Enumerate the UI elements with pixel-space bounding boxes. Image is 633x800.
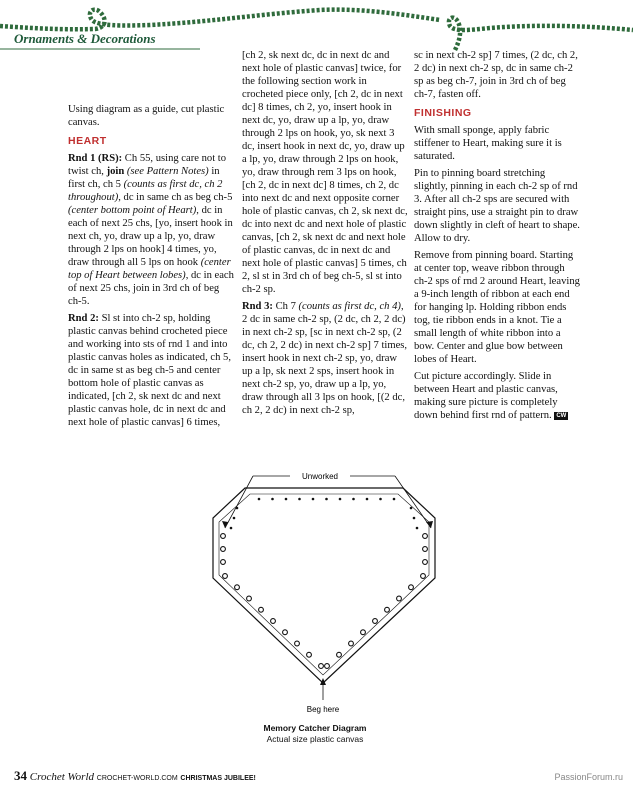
- canvas-hole: [221, 560, 226, 565]
- unworked-bracket: [222, 476, 433, 528]
- canvas-hole: [298, 498, 301, 501]
- canvas-hole: [373, 619, 378, 624]
- diagram-caption: [230, 723, 400, 745]
- canvas-hole: [285, 498, 288, 501]
- canvas-hole: [223, 574, 228, 579]
- diagram-subtitle: Actual size plastic canvas: [266, 734, 364, 744]
- canvas-hole: [235, 585, 240, 590]
- end-mark-icon: CW: [556, 412, 567, 419]
- section-title: Ornaments & Decorations: [14, 31, 156, 46]
- finishing-p1: With small sponge, apply fabric stiffener to Heart, making sure it is saturated.: [414, 125, 562, 162]
- rnd1-text-e: , dc in each of next 25 chs, join in 3rd ch of beg ch-5.: [68, 270, 234, 307]
- canvas-hole: [325, 498, 328, 501]
- canvas-hole: [271, 619, 276, 624]
- heading-heart: HEART: [68, 135, 107, 147]
- canvas-hole: [366, 498, 369, 501]
- canvas-hole: [221, 547, 226, 552]
- memory-catcher-diagram: [195, 468, 455, 718]
- canvas-hole: [325, 664, 330, 669]
- canvas-hole: [423, 560, 428, 565]
- canvas-hole: [230, 527, 233, 530]
- rnd1-text-c: , dc in same ch as beg ch-5: [118, 192, 233, 203]
- canvas-hole: [247, 596, 252, 601]
- rnd1-label: Rnd 1 (RS):: [68, 153, 123, 164]
- rnd3-label: Rnd 3:: [242, 301, 273, 312]
- canvas-hole: [416, 527, 419, 530]
- canvas-hole: [258, 498, 261, 501]
- canvas-hole: [233, 517, 236, 520]
- canvas-hole: [421, 574, 426, 579]
- canvas-hole: [319, 664, 324, 669]
- worked-holes: [221, 534, 428, 669]
- finishing-p4-text: Cut picture accordingly. Slide in between Heart and plastic canvas, making sure picture is completely down behind first rnd of pattern.: [414, 371, 558, 421]
- magazine-url: CROCHET-WORLD.COM: [96, 775, 178, 782]
- unworked-label: Unworked: [301, 472, 339, 481]
- canvas-hole: [379, 498, 382, 501]
- canvas-hole: [423, 534, 428, 539]
- canvas-hole: [423, 547, 428, 552]
- page-footer: [14, 768, 256, 784]
- canvas-hole: [409, 585, 414, 590]
- canvas-hole: [312, 498, 315, 501]
- rnd3-text-a: Ch 7: [272, 301, 299, 312]
- rnd1-join: join: [106, 166, 125, 177]
- rnd1-counts: (counts as first dc, ch 2 throughout): [68, 179, 223, 203]
- canvas-hole: [236, 507, 239, 510]
- rnd1-center: (center bottom point of Heart): [68, 205, 197, 216]
- rnd3-text-b: , 2 dc in same ch-2 sp, (2 dc, ch 2, 2 dc) in next ch-2 sp, [sc in next ch-2 sp, (2 dc, ch 2, 2 dc) in next ch-2 sp] 7 times, insert hook in next ch-2 sp, yo, draw up a lp, sk next 2 sps, insert hook in next ch-2 sp, yo, draw up a lp, yo, draw through all 3 lps on hook, [(2 dc, ch 2, 2 dc) in next ch-2 sp,: [242, 301, 408, 416]
- canvas-hole: [393, 498, 396, 501]
- canvas-hole: [397, 596, 402, 601]
- column-1: [68, 103, 234, 433]
- canvas-hole: [271, 498, 274, 501]
- watermark: PassionForum.ru: [554, 772, 623, 782]
- rnd1-notes: (see Pattern Notes): [124, 166, 209, 177]
- rnd3-counts: (counts as first dc, ch 4): [298, 301, 401, 312]
- rnd3-continued: sc in next ch-2 sp] 7 times, (2 dc, ch 2, 2 dc) in next ch-2 sp, dc in same ch-2 sp as beg ch-7, join in 3rd ch of beg ch-7, fasten off.: [414, 50, 578, 100]
- heading-finishing: FINISHING: [414, 107, 472, 119]
- rnd2-text: Sl st into ch-2 sp, holding plastic canvas behind crocheted piece and working into sts of rnd 1 and into plastic canvas holes as indicated, ch 5, dc in same st as beg ch-5 and center bottom hole of plastic canvas as indicated, [ch 2, sk next dc and next plastic canvas hole, dc in next dc and next hole of plastic canvas] 6 times,: [68, 313, 231, 428]
- rnd2-label: Rnd 2:: [68, 313, 99, 324]
- canvas-hole: [352, 498, 355, 501]
- canvas-hole: [349, 641, 354, 646]
- unworked-holes: [230, 498, 419, 530]
- magazine-name: Crochet World: [29, 771, 95, 783]
- rnd1-top: (center top of Heart between lobes): [68, 257, 231, 281]
- canvas-hole: [361, 630, 366, 635]
- rnd1-paragraph: [68, 152, 234, 308]
- canvas-hole: [221, 534, 226, 539]
- diagram-title: Memory Catcher Diagram: [263, 723, 367, 733]
- finishing-p2: Pin to pinning board stretching slightly, pinning in each ch-2 sp of rnd 3. After all ch-2 sps are secured with straight pins, use a straight pin to draw down slightly in cleft of heart to shape. Allow to dry.: [414, 168, 580, 244]
- finishing-p3: Remove from pinning board. Starting at center top, weave ribbon through ch-2 sps of rnd 2 around Heart, leaving a 9-inch length of ribbon at each end for hanging lp. Holding ribbon ends tog, tie ribbon ends in a knot. Tie a small length of white ribbon into a bow. Center and glue bow between lobes of Heart.: [414, 250, 580, 365]
- canvas-hole: [339, 498, 342, 501]
- canvas-hole: [307, 652, 312, 657]
- canvas-hole: [259, 607, 264, 612]
- canvas-hole: [337, 652, 342, 657]
- page-number: 34: [14, 768, 27, 783]
- rnd3-paragraph: [242, 300, 408, 417]
- rnd1-text-b: in first ch, ch 5: [68, 166, 220, 190]
- canvas-hole: [413, 517, 416, 520]
- canvas-hole: [385, 607, 390, 612]
- rnd2-paragraph: [68, 312, 234, 429]
- finishing-p4: [414, 370, 580, 422]
- beg-label: Beg here: [306, 705, 340, 714]
- column-2: [242, 49, 408, 421]
- canvas-hole: [283, 630, 288, 635]
- intro-text: Using diagram as a guide, cut plastic canvas.: [68, 104, 225, 128]
- rnd1-text-d: , dc in each of next 25 chs, [yo, insert hook in next ch, yo, draw up a lp, yo, draw through 2 lps on hook] 4 times, yo, draw through all 5 lps on hook: [68, 205, 233, 268]
- canvas-hole: [295, 641, 300, 646]
- canvas-hole: [410, 507, 413, 510]
- canvas-outline: [213, 488, 435, 683]
- issue-name: CHRISTMAS JUBILEE!: [180, 775, 256, 782]
- rnd2-continued: [ch 2, sk next dc, dc in next dc and next hole of plastic canvas] twice, for the following section work in crocheted piece only, [ch 2, dc in next dc] 8 times, ch 2, yo, insert hook in next dc, yo, draw up a lp, yo, draw through 2 lps on hook, yo, sk next 3 dc, insert hook in next dc, yo, draw up a lp, yo, draw through 2 lps on hook, yo, draw through rem 3 lps on hook, [ch 2, dc in next dc] 8 times, ch 2, dc into next dc and next opposite corner hole of plastic canvas, ch 2, sk next dc, dc into next dc and next hole of plastic canvas, [ch 2, sk next dc and next hole of plastic canvas, dc in next dc and next hole of plastic canvas] 5 times, ch 2, sl st in 3rd ch of beg ch-5, sl st into ch-2 sp.: [242, 50, 408, 295]
- column-3: [414, 49, 580, 426]
- rnd1-text-a: Ch 55, using care not to twist ch,: [68, 153, 227, 177]
